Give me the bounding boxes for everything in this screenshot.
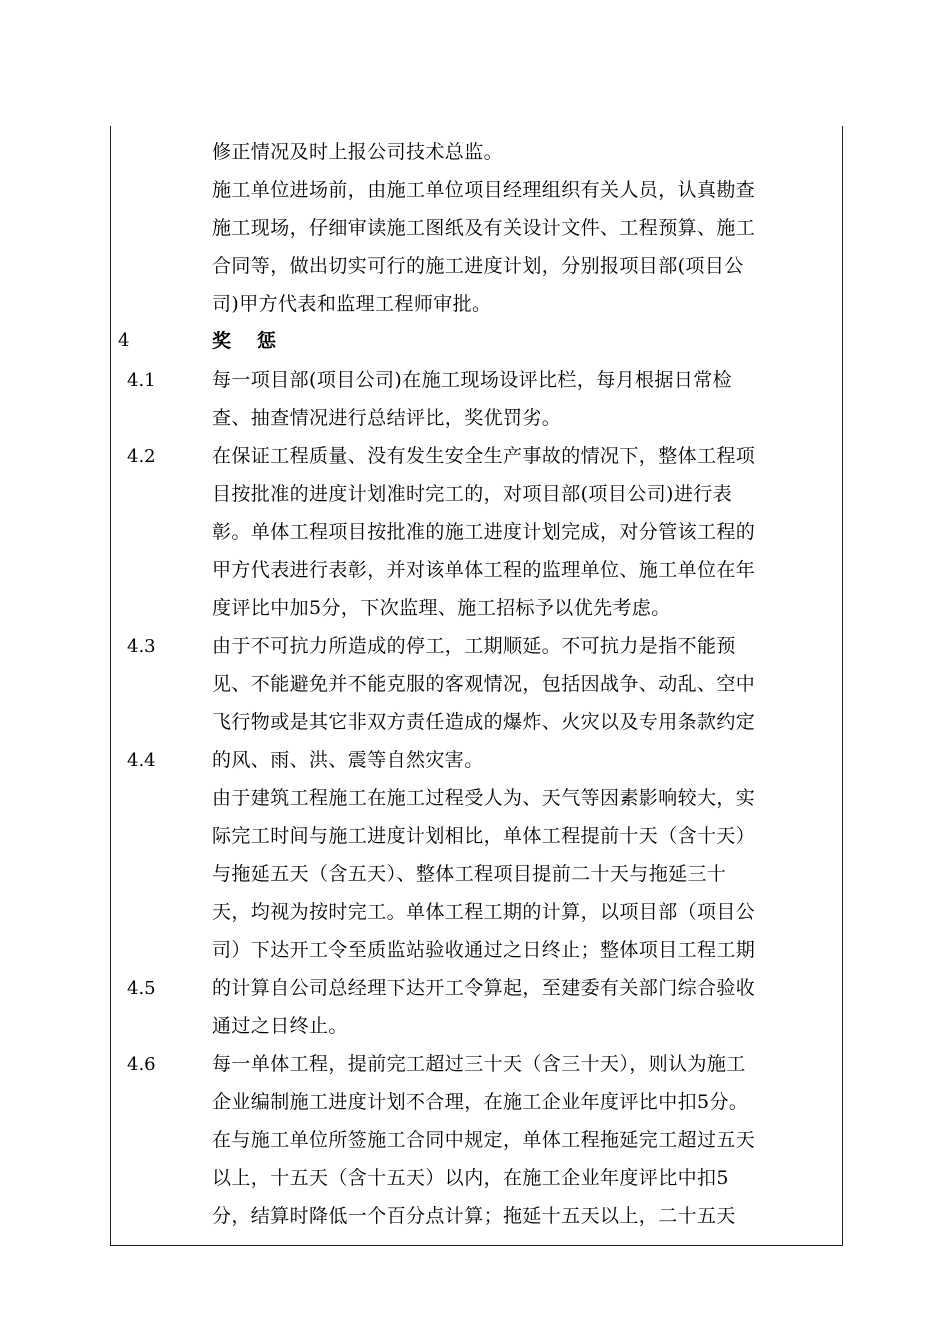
clause-line: 与拖延五天（含五天）、整体工程项目提前二十天与拖延三十 (212, 863, 727, 885)
clause-line: 以上，十五天（含十五天）以内，在施工企业年度评比中扣5 (212, 1167, 729, 1189)
clause-line: 际完工时间与施工进度计划相比，单体工程提前十天（含十天） (212, 825, 756, 847)
clause-line: 在与施工单位所签施工合同中规定，单体工程拖延完工超过五天 (212, 1129, 756, 1151)
intro-line: 施工单位进场前，由施工单位项目经理组织有关人员，认真勘查 (212, 179, 756, 201)
section-title: 奖惩 (212, 330, 303, 352)
clause-line: 通过之日终止。 (212, 1015, 348, 1037)
clause-line: 每一项目部(项目公司)在施工现场设评比栏，每月根据日常检 (212, 369, 733, 391)
clause-line: 目按批准的进度计划准时完工的，对项目部(项目公司)进行表 (212, 483, 733, 505)
clause-line: 飞行物或是其它非双方责任造成的爆炸、火灾以及专用条款约定 (212, 711, 756, 733)
clause-line: 见、不能避免并不能克服的客观情况，包括因战争、动乱、空中 (212, 673, 756, 695)
section-number: 4 (118, 330, 130, 351)
clause-line: 彰。单体工程项目按批准的施工进度计划完成，对分管该工程的 (212, 521, 756, 543)
clause-line: 的计算自公司总经理下达开工令算起，至建委有关部门综合验收 (212, 977, 756, 999)
intro-line: 合同等，做出切实可行的施工进度计划，分别报项目部(项目公 (212, 255, 744, 277)
intro-line: 修正情况及时上报公司技术总监。 (212, 141, 504, 163)
clause-line: 度评比中加5分，下次监理、施工招标予以优先考虑。 (212, 597, 671, 619)
intro-line: 司)甲方代表和监理工程师审批。 (212, 293, 492, 315)
clause-line: 由于不可抗力所造成的停工，工期顺延。不可抗力是指不能预 (212, 635, 736, 657)
clause-line: 司）下达开工令至质监站验收通过之日终止；整体项目工程工期 (212, 939, 756, 961)
clause-line: 查、抽查情况进行总结评比，奖优罚劣。 (212, 407, 562, 429)
clause-line: 分，结算时降低一个百分点计算；拖延十五天以上，二十五天 (212, 1205, 736, 1227)
clause-number: 4.5 (127, 978, 156, 999)
clause-number: 4.4 (127, 750, 156, 771)
clause-line: 企业编制施工进度计划不合理，在施工企业年度评比中扣5分。 (212, 1091, 749, 1113)
clause-number: 4.3 (127, 636, 156, 657)
clause-line: 天，均视为按时完工。单体工程工期的计算，以项目部（项目公 (212, 901, 756, 923)
clause-number: 4.1 (127, 370, 156, 391)
clause-line: 在保证工程质量、没有发生安全生产事故的情况下，整体工程项 (212, 445, 756, 467)
clause-line: 的风、雨、洪、震等自然灾害。 (212, 749, 484, 771)
clause-number: 4.2 (127, 446, 156, 467)
clause-line: 每一单体工程，提前完工超过三十天（含三十天），则认为施工 (212, 1053, 746, 1075)
clause-line: 由于建筑工程施工在施工过程受人为、天气等因素影响较大，实 (212, 787, 756, 809)
clause-line: 甲方代表进行表彰，并对该单体工程的监理单位、施工单位在年 (212, 559, 756, 581)
intro-line: 施工现场，仔细审读施工图纸及有关设计文件、工程预算、施工 (212, 217, 756, 239)
clause-number: 4.6 (127, 1054, 156, 1075)
